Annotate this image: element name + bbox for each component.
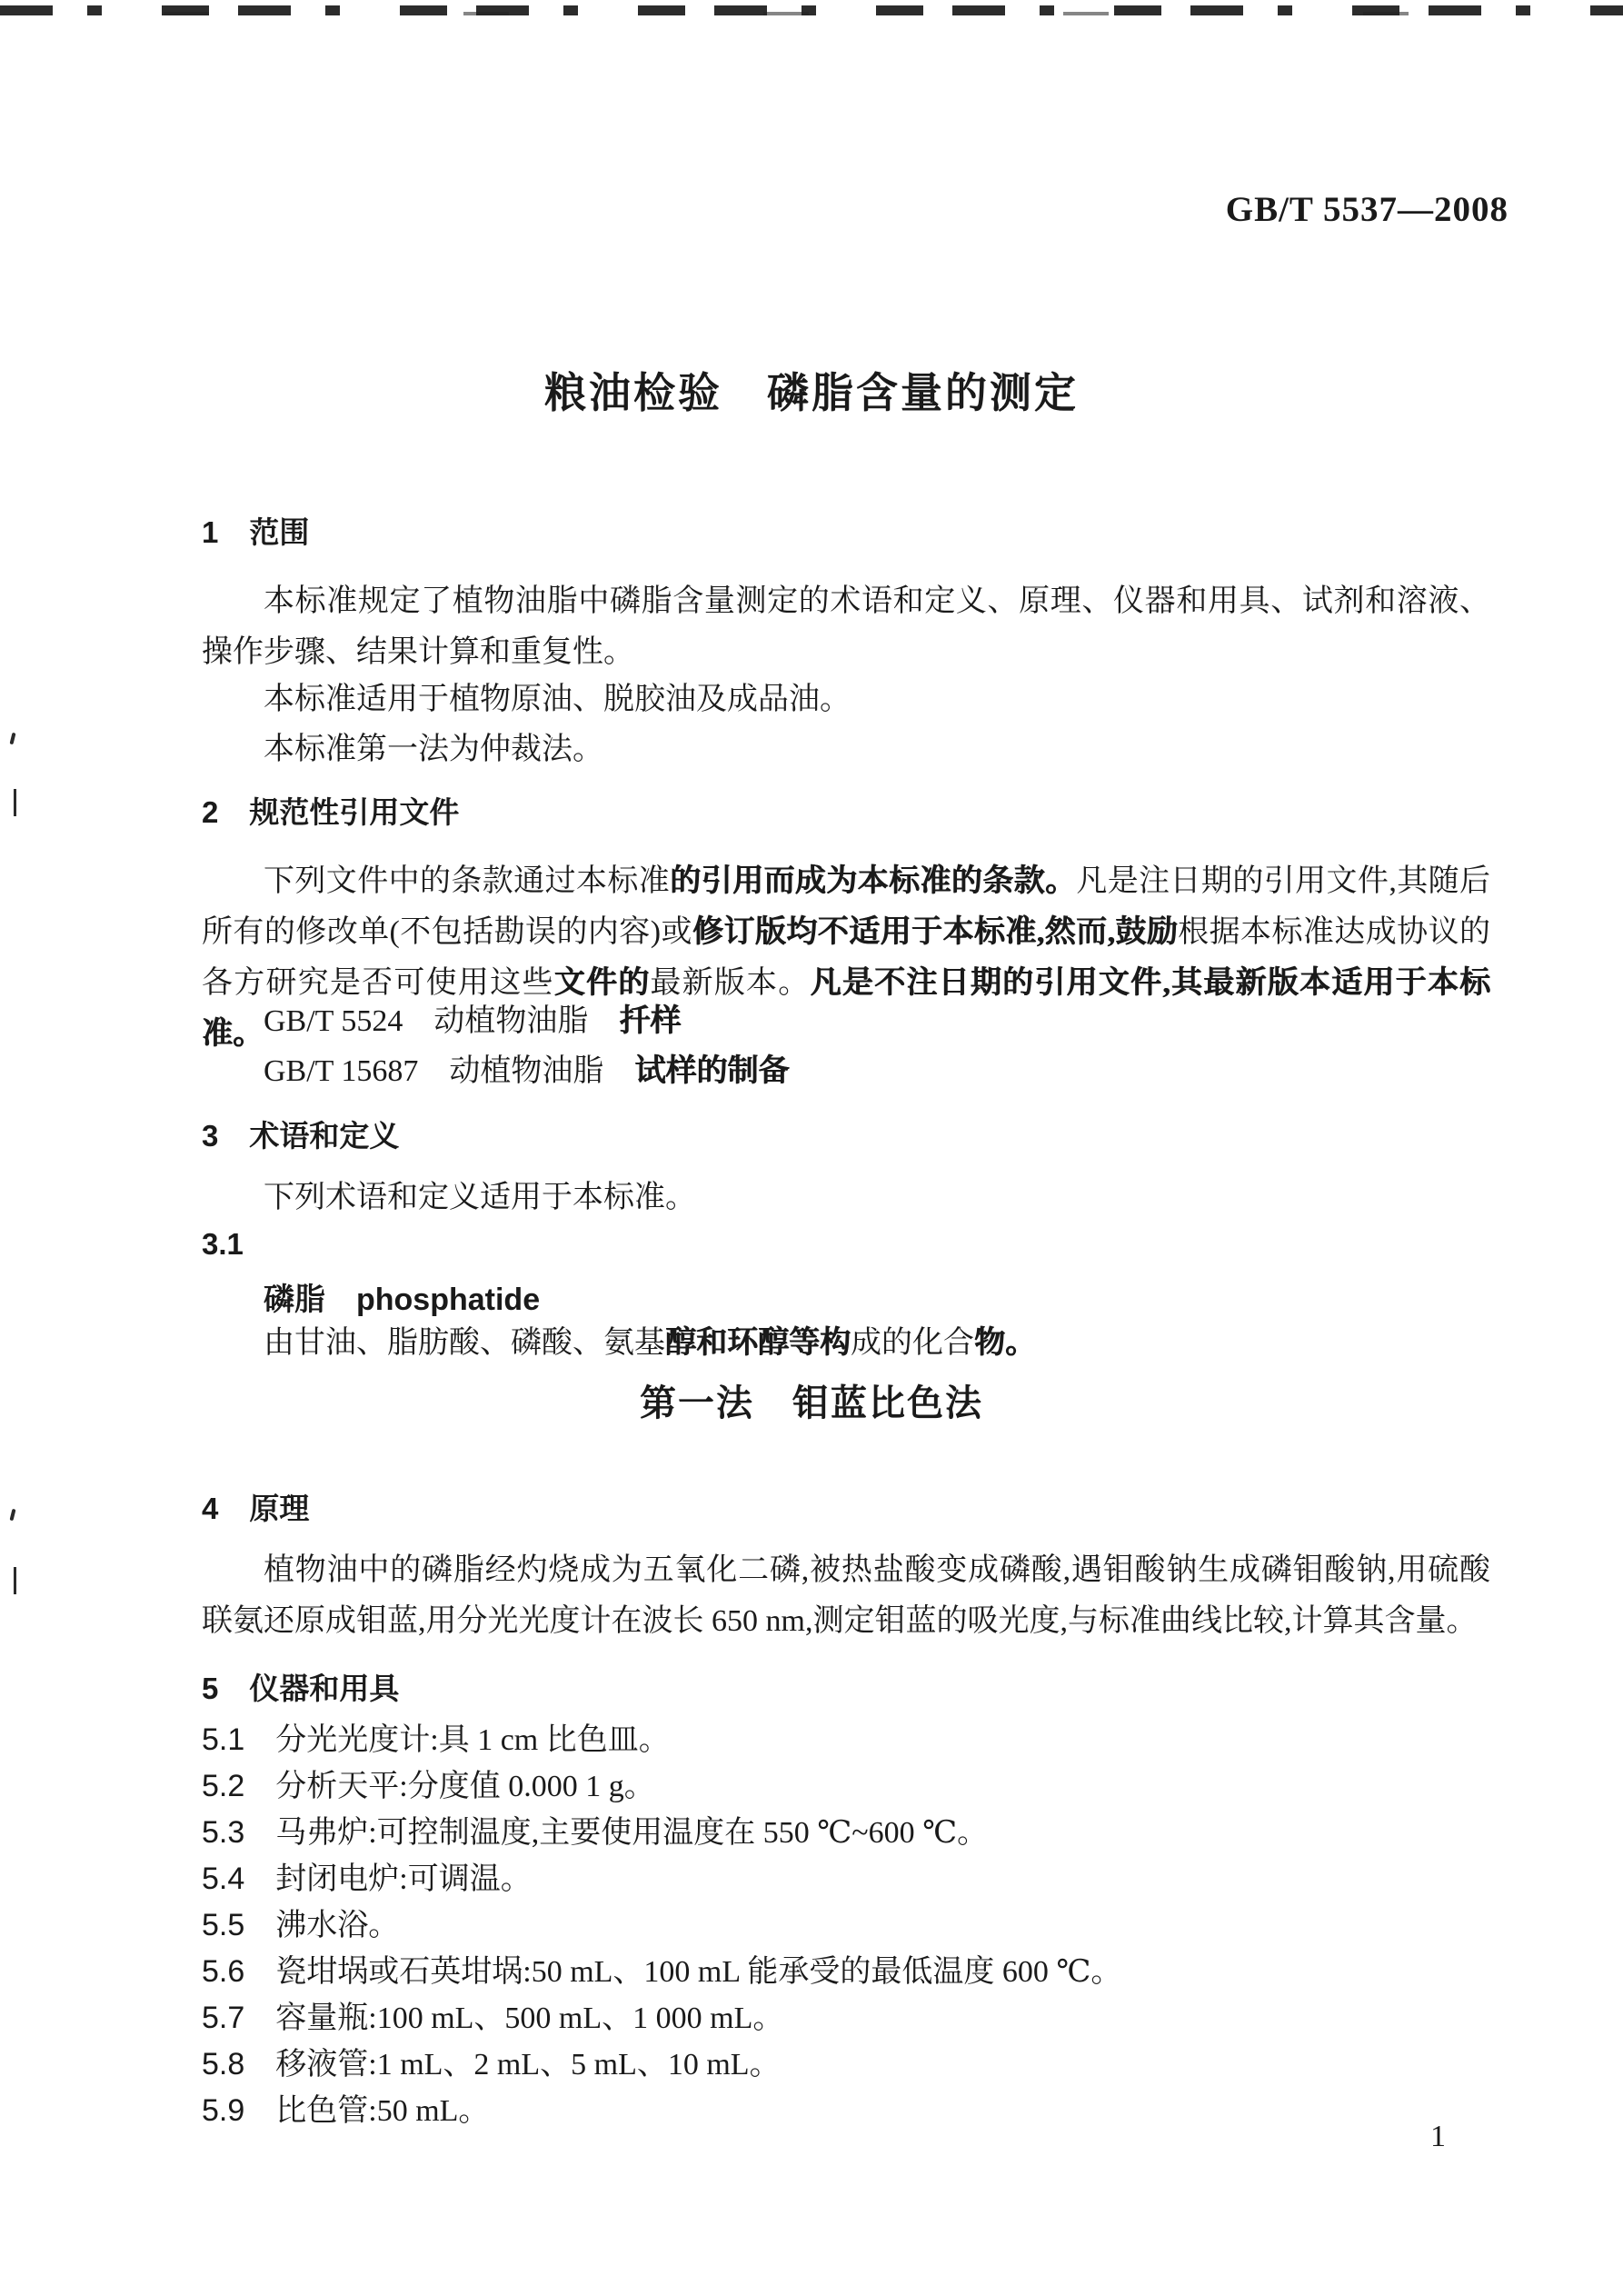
section-1-heading	[202, 509, 1490, 552]
section-4-number: 4	[202, 1492, 219, 1525]
standard-code: GB/T 5537—2008	[1225, 190, 1508, 229]
scope-paragraph-2: 本标准适用于植物原油、脱胶油及成品油。	[264, 683, 851, 716]
section-3-label: 术语和定义	[249, 1119, 400, 1153]
item-number: 5.3	[202, 1815, 245, 1850]
apparatus-item-5-1	[202, 1720, 1490, 1761]
section-5-label: 仪器和用具	[249, 1672, 400, 1705]
item-number: 5.8	[202, 2047, 245, 2081]
item-text: 容量瓶:100 mL、500 mL、1 000 mL。	[275, 2002, 784, 2035]
apparatus-item-5-4	[202, 1859, 1490, 1900]
item-text: 马弗炉:可控制温度,主要使用温度在 550 ℃~600 ℃。	[275, 1816, 989, 1850]
section-2-number: 2	[202, 795, 219, 829]
apparatus-item-5-9	[202, 2091, 1490, 2131]
principle-paragraph: 植物油中的磷脂经灼烧成为五氧化二磷,被热盐酸变成磷酸,遇钼酸钠生成磷钼酸钠,用硫酸联氨还原成钼蓝,用分光光度计在波长 650 nm,测定钼蓝的吸光度,与标准曲线比较,计算其含量。	[202, 1553, 1490, 1638]
item-number: 5.5	[202, 1908, 245, 1942]
item-text: 封闭电炉:可调温。	[275, 1862, 532, 1896]
page-title: 粮油检验 磷脂含量的测定	[544, 369, 1079, 416]
scan-margin-mark	[14, 1567, 16, 1594]
scope-paragraph-3: 本标准第一法为仲裁法。	[264, 733, 603, 766]
item-text: 移液管:1 mL、2 mL、5 mL、10 mL。	[275, 2048, 781, 2081]
term-phosphatide: 磷脂 phosphatide	[264, 1283, 541, 1317]
clause-3-1: 3.1	[202, 1227, 244, 1261]
normative-refs-paragraph: 下列文件中的条款通过本标准的引用而成为本标准的条款。凡是注日期的引用文件,其随后所有的修改单(不包括勘误的内容)或修订版均不适用于本标准,然而,鼓励根据本标准达成协议的各方研究是否可使用这些文件的最新版本。凡是不注日期的引用文件,其最新版本适用于本标准。	[202, 864, 1491, 1051]
apparatus-item-5-2	[202, 1766, 1490, 1807]
item-text: 瓷坩埚或石英坩埚:50 mL、100 mL 能承受的最低温度 600 ℃。	[275, 1955, 1122, 1989]
item-number: 5.9	[202, 2093, 245, 2128]
scan-margin-mark	[9, 733, 15, 745]
section-2-label: 规范性引用文件	[249, 795, 460, 829]
section-5-number: 5	[202, 1672, 219, 1705]
section-1-number: 1	[202, 515, 219, 549]
apparatus-item-5-8	[202, 2044, 1490, 2085]
item-text: 比色管:50 mL。	[275, 2094, 490, 2128]
item-number: 5.1	[202, 1722, 245, 1757]
apparatus-item-5-5	[202, 1905, 1490, 1946]
section-4-label: 原理	[249, 1492, 310, 1525]
apparatus-item-5-3	[202, 1812, 1490, 1853]
item-text: 沸水浴。	[275, 1909, 400, 1942]
section-2-heading	[202, 789, 1490, 832]
apparatus-item-5-6	[202, 1952, 1490, 1992]
scope-paragraph-1: 本标准规定了植物油脂中磷脂含量测定的术语和定义、原理、仪器和用具、试剂和溶液、操作步骤、结果计算和重复性。	[202, 584, 1490, 669]
scan-margin-mark	[9, 1509, 15, 1522]
item-number: 5.2	[202, 1769, 245, 1803]
apparatus-item-5-7	[202, 1998, 1490, 2039]
page-number: 1	[1430, 2120, 1446, 2153]
method-1-heading: 第一法 钼蓝比色法	[640, 1383, 983, 1423]
section-3-heading	[202, 1113, 1490, 1155]
item-number: 5.4	[202, 1862, 245, 1896]
reference-gbt-5524: GB/T 5524 动植物油脂 扦样	[264, 1004, 682, 1038]
scan-edge-artifact-2	[36, 12, 1536, 15]
item-text: 分光光度计:具 1 cm 比色皿。	[275, 1723, 670, 1757]
term-definition: 由甘油、脂肪酸、磷酸、氨基醇和环醇等构成的化合物。	[264, 1326, 1036, 1360]
item-number: 5.6	[202, 1954, 245, 1989]
scan-margin-mark	[14, 789, 16, 816]
terms-intro: 下列术语和定义适用于本标准。	[264, 1181, 696, 1214]
section-4-heading	[202, 1485, 1490, 1528]
section-3-number: 3	[202, 1119, 219, 1153]
reference-gbt-15687: GB/T 15687 动植物油脂 试样的制备	[264, 1054, 790, 1088]
item-text: 分析天平:分度值 0.000 1 g。	[275, 1770, 655, 1803]
section-5-heading	[202, 1665, 1490, 1708]
item-number: 5.7	[202, 2001, 245, 2035]
section-1-label: 范围	[249, 515, 310, 549]
